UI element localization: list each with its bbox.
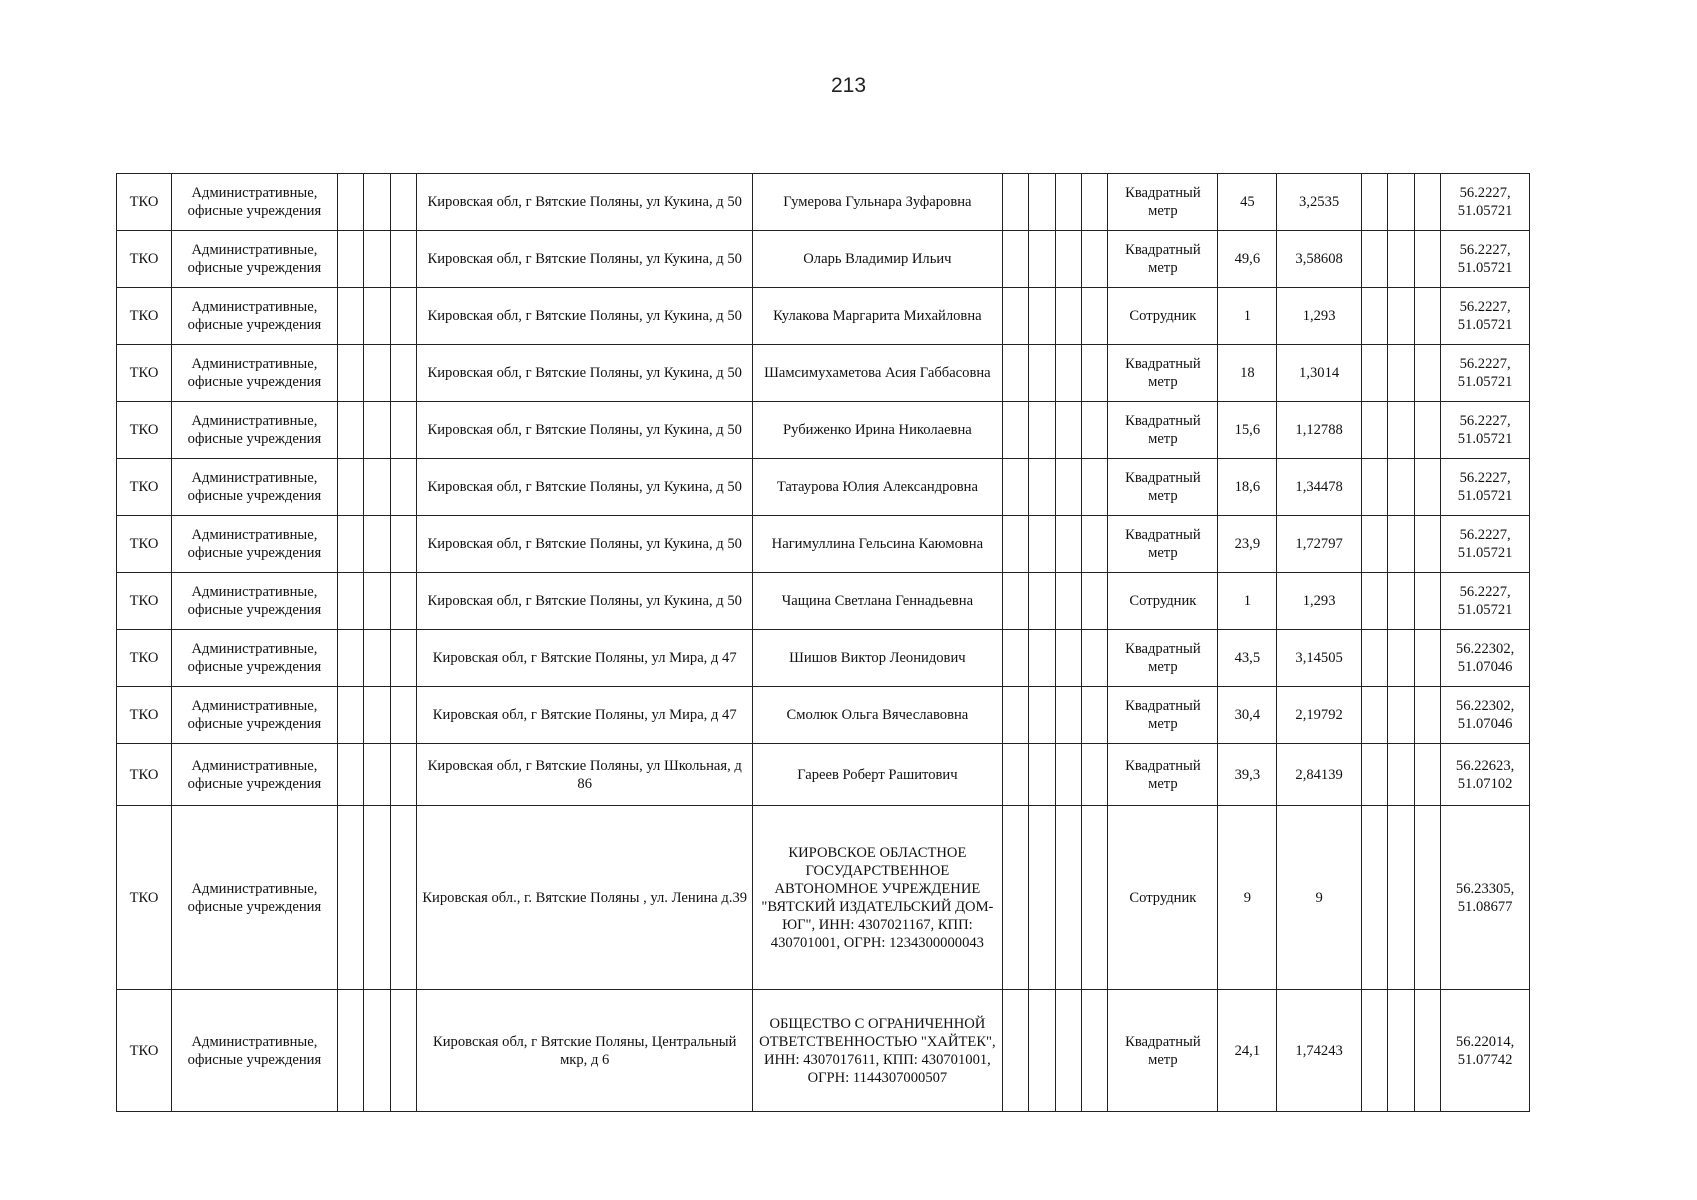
empty-cell: [364, 744, 390, 806]
empty-cell: [390, 744, 416, 806]
empty-cell: [1055, 990, 1081, 1112]
empty-cell: [1361, 516, 1387, 573]
cell-waste-type: ТКО: [117, 402, 172, 459]
empty-cell: [364, 345, 390, 402]
cell-owner: Кулакова Маргарита Михайловна: [753, 288, 1002, 345]
empty-cell: [1414, 288, 1440, 345]
empty-cell: [364, 402, 390, 459]
empty-cell: [1002, 516, 1028, 573]
cell-unit: Квадратный метр: [1108, 990, 1218, 1112]
cell-category: Административные, офисные учреждения: [171, 345, 337, 402]
cell-owner: Рубиженко Ирина Николаевна: [753, 402, 1002, 459]
table-row: [117, 231, 1530, 288]
empty-cell: [1081, 231, 1107, 288]
table-row: [117, 630, 1530, 687]
cell-owner: КИРОВСКОЕ ОБЛАСТНОЕ ГОСУДАРСТВЕННОЕ АВТОНОМНОЕ УЧРЕЖДЕНИЕ "ВЯТСКИЙ ИЗДАТЕЛЬСКИЙ ДОМ-ЮГ", ИНН: 4307021167, КПП: 430701001, ОГРН: 1234300000043: [753, 806, 1002, 990]
empty-cell: [1414, 744, 1440, 806]
cell-waste-type: ТКО: [117, 806, 172, 990]
cell-address: Кировская обл, г Вятские Поляны, ул Кукина, д 50: [417, 345, 753, 402]
cell-owner: Татаурова Юлия Александровна: [753, 459, 1002, 516]
cell-coordinates: 56.2227, 51.05721: [1441, 288, 1530, 345]
empty-cell: [364, 990, 390, 1112]
empty-cell: [390, 174, 416, 231]
empty-cell: [1029, 516, 1055, 573]
empty-cell: [1029, 402, 1055, 459]
cell-coordinates: 56.2227, 51.05721: [1441, 345, 1530, 402]
empty-cell: [364, 573, 390, 630]
cell-owner: Смолюк Ольга Вячеславовна: [753, 687, 1002, 744]
empty-cell: [1029, 459, 1055, 516]
empty-cell: [364, 806, 390, 990]
table-row: [117, 573, 1530, 630]
empty-cell: [390, 687, 416, 744]
table-row: [117, 459, 1530, 516]
empty-cell: [1055, 459, 1081, 516]
empty-cell: [1388, 990, 1414, 1112]
empty-cell: [364, 516, 390, 573]
empty-cell: [1029, 231, 1055, 288]
empty-cell: [1081, 573, 1107, 630]
cell-coordinates: 56.2227, 51.05721: [1441, 516, 1530, 573]
cell-coordinates: 56.22623, 51.07102: [1441, 744, 1530, 806]
empty-cell: [337, 345, 363, 402]
empty-cell: [337, 174, 363, 231]
cell-volume: 3,14505: [1277, 630, 1361, 687]
empty-cell: [1002, 345, 1028, 402]
cell-waste-type: ТКО: [117, 630, 172, 687]
cell-quantity: 30,4: [1218, 687, 1277, 744]
empty-cell: [364, 231, 390, 288]
empty-cell: [337, 288, 363, 345]
cell-waste-type: ТКО: [117, 573, 172, 630]
empty-cell: [390, 345, 416, 402]
empty-cell: [390, 402, 416, 459]
cell-unit: Квадратный метр: [1108, 231, 1218, 288]
cell-category: Административные, офисные учреждения: [171, 806, 337, 990]
cell-address: Кировская обл, г Вятские Поляны, Центральный мкр, д 6: [417, 990, 753, 1112]
empty-cell: [1029, 288, 1055, 345]
empty-cell: [390, 990, 416, 1112]
table-row: [117, 288, 1530, 345]
empty-cell: [1388, 744, 1414, 806]
empty-cell: [1002, 288, 1028, 345]
empty-cell: [1388, 174, 1414, 231]
cell-quantity: 18,6: [1218, 459, 1277, 516]
empty-cell: [337, 402, 363, 459]
cell-unit: Квадратный метр: [1108, 744, 1218, 806]
cell-coordinates: 56.23305, 51.08677: [1441, 806, 1530, 990]
cell-volume: 2,84139: [1277, 744, 1361, 806]
cell-owner: Шишов Виктор Леонидович: [753, 630, 1002, 687]
empty-cell: [1055, 174, 1081, 231]
empty-cell: [1414, 516, 1440, 573]
empty-cell: [1029, 687, 1055, 744]
cell-unit: Квадратный метр: [1108, 516, 1218, 573]
cell-volume: 1,3014: [1277, 345, 1361, 402]
cell-unit: Квадратный метр: [1108, 459, 1218, 516]
cell-volume: 9: [1277, 806, 1361, 990]
empty-cell: [1081, 288, 1107, 345]
empty-cell: [390, 630, 416, 687]
empty-cell: [1055, 573, 1081, 630]
empty-cell: [337, 806, 363, 990]
cell-volume: 1,74243: [1277, 990, 1361, 1112]
empty-cell: [1388, 516, 1414, 573]
cell-category: Административные, офисные учреждения: [171, 288, 337, 345]
cell-owner: ОБЩЕСТВО С ОГРАНИЧЕННОЙ ОТВЕТСТВЕННОСТЬЮ "ХАЙТЕК", ИНН: 4307017611, КПП: 430701001, ОГРН: 1144307000507: [753, 990, 1002, 1112]
empty-cell: [1361, 231, 1387, 288]
cell-volume: 3,58608: [1277, 231, 1361, 288]
cell-quantity: 9: [1218, 806, 1277, 990]
empty-cell: [337, 459, 363, 516]
cell-quantity: 1: [1218, 573, 1277, 630]
empty-cell: [1055, 345, 1081, 402]
table-row: [117, 174, 1530, 231]
cell-quantity: 23,9: [1218, 516, 1277, 573]
empty-cell: [1081, 990, 1107, 1112]
cell-address: Кировская обл, г Вятские Поляны, ул Кукина, д 50: [417, 174, 753, 231]
empty-cell: [1029, 990, 1055, 1112]
cell-category: Административные, офисные учреждения: [171, 687, 337, 744]
cell-quantity: 24,1: [1218, 990, 1277, 1112]
empty-cell: [1029, 345, 1055, 402]
cell-volume: 3,2535: [1277, 174, 1361, 231]
table-row: [117, 687, 1530, 744]
empty-cell: [337, 231, 363, 288]
cell-category: Административные, офисные учреждения: [171, 990, 337, 1112]
cell-address: Кировская обл, г Вятские Поляны, ул Мира, д 47: [417, 630, 753, 687]
empty-cell: [1361, 687, 1387, 744]
cell-category: Административные, офисные учреждения: [171, 459, 337, 516]
cell-owner: Гумерова Гульнара Зуфаровна: [753, 174, 1002, 231]
cell-address: Кировская обл, г Вятские Поляны, ул Кукина, д 50: [417, 573, 753, 630]
cell-coordinates: 56.2227, 51.05721: [1441, 459, 1530, 516]
empty-cell: [390, 516, 416, 573]
table-row: [117, 744, 1530, 806]
cell-owner: Гареев Роберт Рашитович: [753, 744, 1002, 806]
empty-cell: [337, 744, 363, 806]
empty-cell: [1414, 345, 1440, 402]
empty-cell: [1414, 459, 1440, 516]
empty-cell: [1361, 402, 1387, 459]
empty-cell: [1029, 806, 1055, 990]
cell-volume: 1,34478: [1277, 459, 1361, 516]
empty-cell: [337, 573, 363, 630]
empty-cell: [1029, 744, 1055, 806]
empty-cell: [1081, 459, 1107, 516]
empty-cell: [1002, 990, 1028, 1112]
table-row: [117, 806, 1530, 990]
cell-waste-type: ТКО: [117, 516, 172, 573]
cell-waste-type: ТКО: [117, 990, 172, 1112]
empty-cell: [1414, 402, 1440, 459]
cell-unit: Квадратный метр: [1108, 345, 1218, 402]
table-row: [117, 345, 1530, 402]
empty-cell: [1414, 990, 1440, 1112]
empty-cell: [1002, 806, 1028, 990]
empty-cell: [390, 231, 416, 288]
cell-unit: Сотрудник: [1108, 288, 1218, 345]
cell-address: Кировская обл., г. Вятские Поляны , ул. Ленина д.39: [417, 806, 753, 990]
empty-cell: [1002, 231, 1028, 288]
cell-category: Административные, офисные учреждения: [171, 174, 337, 231]
empty-cell: [1414, 687, 1440, 744]
empty-cell: [1081, 630, 1107, 687]
cell-unit: Сотрудник: [1108, 573, 1218, 630]
empty-cell: [1029, 630, 1055, 687]
empty-cell: [390, 573, 416, 630]
cell-owner: Нагимуллина Гельсина Каюмовна: [753, 516, 1002, 573]
cell-waste-type: ТКО: [117, 459, 172, 516]
cell-volume: 1,72797: [1277, 516, 1361, 573]
empty-cell: [1361, 459, 1387, 516]
empty-cell: [1414, 174, 1440, 231]
cell-category: Административные, офисные учреждения: [171, 516, 337, 573]
empty-cell: [1002, 573, 1028, 630]
empty-cell: [1361, 288, 1387, 345]
cell-unit: Сотрудник: [1108, 806, 1218, 990]
cell-coordinates: 56.22302, 51.07046: [1441, 687, 1530, 744]
cell-volume: 1,293: [1277, 573, 1361, 630]
cell-quantity: 39,3: [1218, 744, 1277, 806]
cell-address: Кировская обл, г Вятские Поляны, ул Кукина, д 50: [417, 231, 753, 288]
empty-cell: [1388, 402, 1414, 459]
cell-waste-type: ТКО: [117, 288, 172, 345]
cell-volume: 1,12788: [1277, 402, 1361, 459]
cell-quantity: 18: [1218, 345, 1277, 402]
empty-cell: [1361, 573, 1387, 630]
empty-cell: [1081, 687, 1107, 744]
cell-waste-type: ТКО: [117, 744, 172, 806]
empty-cell: [390, 288, 416, 345]
empty-cell: [337, 630, 363, 687]
empty-cell: [364, 174, 390, 231]
empty-cell: [1081, 516, 1107, 573]
empty-cell: [1388, 687, 1414, 744]
cell-coordinates: 56.2227, 51.05721: [1441, 402, 1530, 459]
empty-cell: [1081, 174, 1107, 231]
empty-cell: [1055, 402, 1081, 459]
empty-cell: [1388, 806, 1414, 990]
empty-cell: [390, 806, 416, 990]
empty-cell: [1029, 174, 1055, 231]
cell-unit: Квадратный метр: [1108, 402, 1218, 459]
cell-quantity: 43,5: [1218, 630, 1277, 687]
cell-quantity: 45: [1218, 174, 1277, 231]
cell-volume: 2,19792: [1277, 687, 1361, 744]
empty-cell: [1388, 231, 1414, 288]
table-row: [117, 516, 1530, 573]
empty-cell: [1055, 288, 1081, 345]
empty-cell: [1388, 345, 1414, 402]
cell-address: Кировская обл, г Вятские Поляны, ул Кукина, д 50: [417, 459, 753, 516]
empty-cell: [1055, 516, 1081, 573]
cell-category: Административные, офисные учреждения: [171, 744, 337, 806]
empty-cell: [364, 288, 390, 345]
empty-cell: [1055, 744, 1081, 806]
empty-cell: [1388, 630, 1414, 687]
cell-category: Административные, офисные учреждения: [171, 402, 337, 459]
cell-address: Кировская обл, г Вятские Поляны, ул Кукина, д 50: [417, 288, 753, 345]
cell-address: Кировская обл, г Вятские Поляны, ул Кукина, д 50: [417, 402, 753, 459]
cell-waste-type: ТКО: [117, 687, 172, 744]
empty-cell: [337, 990, 363, 1112]
table-row: [117, 990, 1530, 1112]
empty-cell: [1414, 806, 1440, 990]
empty-cell: [1029, 573, 1055, 630]
cell-quantity: 1: [1218, 288, 1277, 345]
empty-cell: [1002, 402, 1028, 459]
empty-cell: [1002, 687, 1028, 744]
cell-coordinates: 56.22302, 51.07046: [1441, 630, 1530, 687]
empty-cell: [1002, 744, 1028, 806]
empty-cell: [1388, 288, 1414, 345]
empty-cell: [1361, 744, 1387, 806]
empty-cell: [1081, 806, 1107, 990]
empty-cell: [1081, 402, 1107, 459]
empty-cell: [1055, 231, 1081, 288]
empty-cell: [1055, 630, 1081, 687]
empty-cell: [1002, 174, 1028, 231]
empty-cell: [390, 459, 416, 516]
cell-waste-type: ТКО: [117, 231, 172, 288]
empty-cell: [1414, 630, 1440, 687]
empty-cell: [364, 630, 390, 687]
cell-coordinates: 56.2227, 51.05721: [1441, 573, 1530, 630]
cell-quantity: 49,6: [1218, 231, 1277, 288]
empty-cell: [1361, 806, 1387, 990]
cell-coordinates: 56.2227, 51.05721: [1441, 231, 1530, 288]
cell-category: Административные, офисные учреждения: [171, 630, 337, 687]
empty-cell: [364, 687, 390, 744]
cell-coordinates: 56.2227, 51.05721: [1441, 174, 1530, 231]
empty-cell: [1081, 744, 1107, 806]
empty-cell: [1388, 573, 1414, 630]
cell-waste-type: ТКО: [117, 345, 172, 402]
empty-cell: [1388, 459, 1414, 516]
empty-cell: [1081, 345, 1107, 402]
empty-cell: [1361, 174, 1387, 231]
cell-category: Административные, офисные учреждения: [171, 573, 337, 630]
empty-cell: [1055, 806, 1081, 990]
empty-cell: [364, 459, 390, 516]
empty-cell: [1361, 990, 1387, 1112]
cell-owner: Чащина Светлана Геннадьевна: [753, 573, 1002, 630]
cell-owner: Шамсимухаметова Асия Габбасовна: [753, 345, 1002, 402]
empty-cell: [337, 687, 363, 744]
empty-cell: [1002, 459, 1028, 516]
empty-cell: [1361, 630, 1387, 687]
empty-cell: [1414, 231, 1440, 288]
cell-address: Кировская обл, г Вятские Поляны, ул Школьная, д 86: [417, 744, 753, 806]
cell-category: Административные, офисные учреждения: [171, 231, 337, 288]
cell-unit: Квадратный метр: [1108, 687, 1218, 744]
registry-table: [116, 173, 1530, 1112]
page-number: 213: [830, 74, 867, 97]
cell-unit: Квадратный метр: [1108, 174, 1218, 231]
cell-owner: Оларь Владимир Ильич: [753, 231, 1002, 288]
table-row: [117, 402, 1530, 459]
cell-unit: Квадратный метр: [1108, 630, 1218, 687]
empty-cell: [1002, 630, 1028, 687]
empty-cell: [1055, 687, 1081, 744]
cell-coordinates: 56.22014, 51.07742: [1441, 990, 1530, 1112]
empty-cell: [337, 516, 363, 573]
cell-address: Кировская обл, г Вятские Поляны, ул Мира, д 47: [417, 687, 753, 744]
cell-quantity: 15,6: [1218, 402, 1277, 459]
cell-volume: 1,293: [1277, 288, 1361, 345]
empty-cell: [1414, 573, 1440, 630]
empty-cell: [1361, 345, 1387, 402]
cell-address: Кировская обл, г Вятские Поляны, ул Кукина, д 50: [417, 516, 753, 573]
registry-body: [117, 174, 1530, 1112]
cell-waste-type: ТКО: [117, 174, 172, 231]
